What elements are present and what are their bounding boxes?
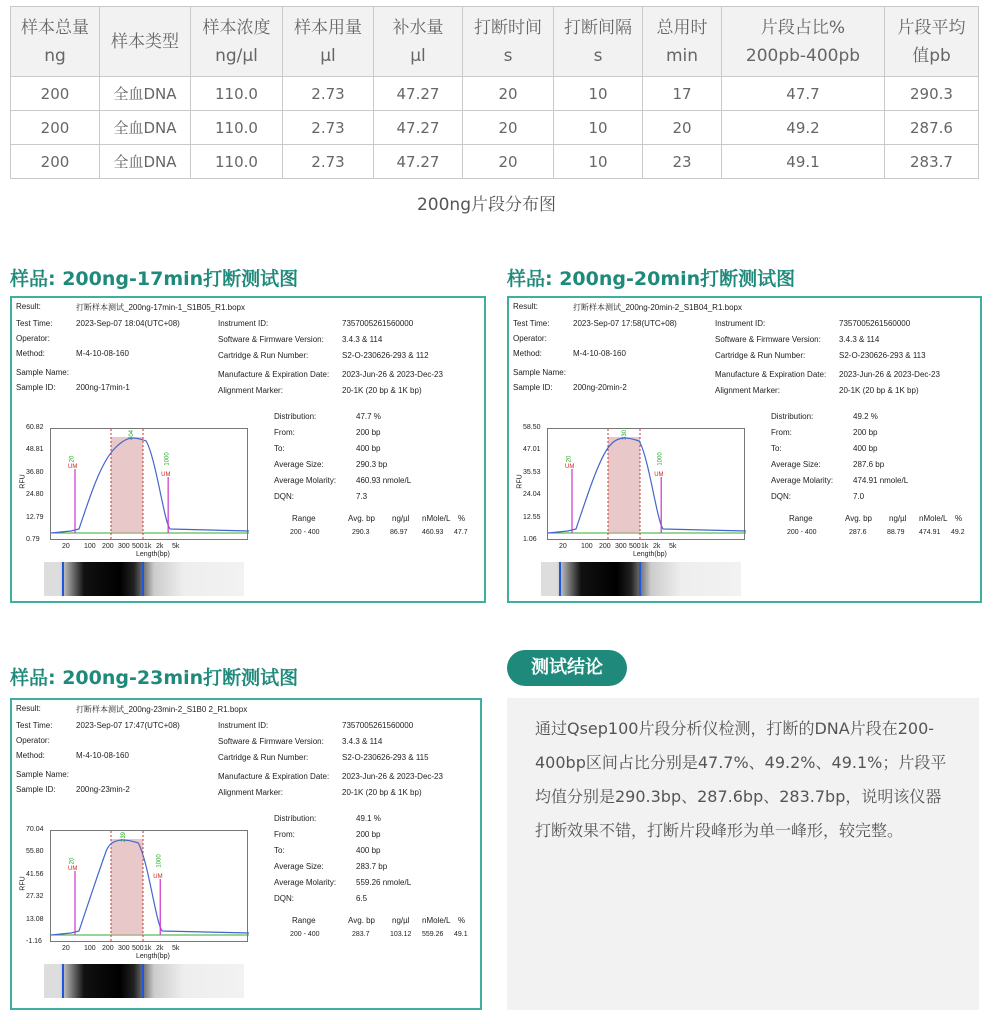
to-value: 400 bp <box>356 444 381 453</box>
sample-name-label: Sample Name: <box>513 368 566 377</box>
report-panel-23min <box>10 698 482 1010</box>
sample-id-value: 200ng-17min-1 <box>76 383 130 392</box>
y-tick-label: 36.80 <box>26 468 44 476</box>
size-trace <box>51 840 249 935</box>
table-cell: 110.0 <box>191 77 283 111</box>
result-value: 打断样本测试_200ng-20min-2_S1B04_R1.bopx <box>573 303 742 312</box>
instrument-id-value: 7357005261560000 <box>839 319 911 328</box>
table-header-cell <box>100 7 191 77</box>
x-axis-label: Length(bp) <box>633 551 667 558</box>
table-row <box>11 111 979 145</box>
table-cell: 290.3 <box>885 77 979 111</box>
method-value: M-4-10-08-160 <box>573 349 626 358</box>
from-label: From: <box>771 428 792 437</box>
table-header-cell <box>191 7 283 77</box>
manufacture-value: 2023-Jun-26 & 2023-Dec-23 <box>839 370 940 379</box>
nmole-value: 559.26 <box>422 931 444 938</box>
header-line: 打断间隔 <box>564 17 632 38</box>
y-axis-label: RFU <box>19 474 27 489</box>
table-cell: 2.73 <box>283 77 374 111</box>
x-tick-label: 300 <box>615 543 627 550</box>
header-line: 打断时间 <box>474 17 542 38</box>
ngul-header: ng/µl <box>392 514 410 523</box>
table-cell: 20 <box>463 145 554 179</box>
table-cell: 49.1 <box>722 145 885 179</box>
test-time-label: Test Time: <box>513 319 550 328</box>
x-tick-label: 300 <box>118 543 130 550</box>
lower-marker-value: 20 <box>69 857 76 865</box>
avg-size-value: 290.3 bp <box>356 460 388 469</box>
result-value: 打断样本测试_200ng-17min-1_S1B05_R1.bopx <box>76 303 245 312</box>
panel-title-23min: 样品: 200ng-23min打断测试图 <box>10 667 299 689</box>
avg-molarity-label: Average Molarity: <box>274 878 337 887</box>
test-time-value: 2023-Sep-07 17:58(UTC+08) <box>573 319 677 328</box>
x-tick-label: 1k <box>144 543 152 550</box>
gel-marker-band <box>142 562 144 596</box>
header-line: 片段占比% <box>760 17 846 38</box>
table-header-cell <box>374 7 463 77</box>
table-cell: 20 <box>643 111 722 145</box>
table-cell: 23 <box>643 145 722 179</box>
distribution-value: 49.2 % <box>853 412 878 421</box>
table-header-cell <box>643 7 722 77</box>
x-tick-label: 5k <box>669 543 677 550</box>
software-value: 3.4.3 & 114 <box>342 737 383 746</box>
range-shade <box>608 437 640 533</box>
range-header: Range <box>789 514 813 523</box>
header-line: 200pb-400pb <box>745 45 861 66</box>
y-tick-label: 58.50 <box>523 424 541 431</box>
test-time-value: 2023-Sep-07 17:47(UTC+08) <box>76 721 180 730</box>
avg-bp-value: 287.6 <box>849 529 867 536</box>
alignment-value: 20-1K (20 bp & 1K bp) <box>839 386 919 395</box>
x-tick-label: 500 <box>132 543 144 550</box>
avg-molarity-value: 460.93 nmole/L <box>356 476 412 485</box>
table-cell: 全血DNA <box>100 145 191 179</box>
nmole-value: 474.91 <box>919 529 941 536</box>
table-cell: 2.73 <box>283 145 374 179</box>
operator-label: Operator: <box>16 334 50 343</box>
electropherogram-svg <box>51 429 249 541</box>
manufacture-label: Manufacture & Expiration Date: <box>218 772 330 781</box>
cartridge-label: Cartridge & Run Number: <box>715 351 806 360</box>
avg-size-value: 287.6 bp <box>853 460 885 469</box>
distribution-value: 47.7 % <box>356 412 381 421</box>
avg-size-label: Average Size: <box>771 460 821 469</box>
avg-molarity-value: 559.26 nmole/L <box>356 878 412 887</box>
result-value: 打断样本测试_200ng-23min-2_S1B0 2_R1.bopx <box>76 705 248 714</box>
x-tick-label: 5k <box>172 945 180 952</box>
parameter-table <box>10 6 979 179</box>
ngul-value: 88.79 <box>887 529 905 536</box>
table-cell: 2.73 <box>283 111 374 145</box>
lower-marker-label: UM <box>68 464 78 470</box>
lower-marker-value: 20 <box>69 455 76 463</box>
sample-name-label: Sample Name: <box>16 368 69 377</box>
from-value: 200 bp <box>356 428 381 437</box>
sample-name-label: Sample Name: <box>16 770 69 779</box>
upper-marker-label: UM <box>153 874 163 880</box>
size-trace <box>51 438 249 533</box>
x-tick-label: 100 <box>84 543 96 550</box>
range-value: 200 - 400 <box>290 529 320 536</box>
y-tick-label: 12.55 <box>523 513 541 521</box>
cartridge-value: S2-O-230626-293 & 113 <box>839 351 926 360</box>
avg-molarity-value: 474.91 nmole/L <box>853 476 909 485</box>
gel-marker-band <box>559 562 561 596</box>
gel-marker-band <box>62 562 64 596</box>
size-trace <box>548 438 746 533</box>
cartridge-value: S2-O-230626-293 & 112 <box>342 351 429 360</box>
instrument-id-value: 7357005261560000 <box>342 319 414 328</box>
panel-title-20min: 样品: 200ng-20min打断测试图 <box>507 268 796 290</box>
range-header: Range <box>292 916 316 925</box>
table-cell: 10 <box>554 145 643 179</box>
table-cell: 200 <box>11 77 100 111</box>
table-cell: 47.27 <box>374 77 463 111</box>
y-tick-label: -1.16 <box>26 938 42 945</box>
table-cell: 全血DNA <box>100 111 191 145</box>
avg-molarity-label: Average Molarity: <box>274 476 337 485</box>
pct-header: % <box>955 514 963 523</box>
lower-marker-label: UM <box>68 866 78 872</box>
dqn-label: DQN: <box>771 492 791 501</box>
x-tick-label: 20 <box>62 543 70 550</box>
x-tick-label: 300 <box>118 945 130 952</box>
header-line: ng <box>44 45 66 66</box>
nmole-value: 460.93 <box>422 529 444 536</box>
range-shade <box>111 437 143 533</box>
software-label: Software & Firmware Version: <box>218 335 324 344</box>
test-time-value: 2023-Sep-07 18:04(UTC+08) <box>76 319 180 328</box>
table-header-cell <box>11 7 100 77</box>
cartridge-value: S2-O-230626-293 & 115 <box>342 753 429 762</box>
instrument-id-value: 7357005261560000 <box>342 721 414 730</box>
header-line: 值pb <box>912 45 951 66</box>
dqn-value: 7.0 <box>853 492 865 501</box>
ngul-header: ng/µl <box>889 514 907 523</box>
upper-marker-value: 1000 <box>657 452 664 466</box>
table-cell: 20 <box>463 77 554 111</box>
to-value: 400 bp <box>356 846 381 855</box>
dqn-label: DQN: <box>274 894 294 903</box>
upper-marker-value: 1000 <box>156 854 163 868</box>
peak-value: 239 <box>121 831 128 843</box>
y-tick-label: 24.80 <box>26 491 44 499</box>
table-cell: 17 <box>643 77 722 111</box>
method-label: Method: <box>513 349 542 358</box>
distribution-label: Distribution: <box>771 412 814 421</box>
header-line: 样本类型 <box>111 31 179 52</box>
sample-id-value: 200ng-23min-2 <box>76 785 130 794</box>
alignment-label: Alignment Marker: <box>218 788 283 797</box>
electropherogram-plot <box>547 428 745 540</box>
table-cell: 20 <box>463 111 554 145</box>
electropherogram-plot <box>50 830 248 942</box>
avg-bp-header: Avg. bp <box>348 916 375 925</box>
table-cell: 287.6 <box>885 111 979 145</box>
alignment-value: 20-1K (20 bp & 1K bp) <box>342 386 422 395</box>
y-axis-label: RFU <box>19 876 27 891</box>
header-line: 样本浓度 <box>202 17 271 38</box>
x-tick-label: 2k <box>156 543 164 550</box>
header-line: 补水量 <box>392 17 444 38</box>
software-value: 3.4.3 & 114 <box>839 335 880 344</box>
avg-bp-value: 290.3 <box>352 529 370 536</box>
gel-marker-band <box>142 964 144 998</box>
test-time-label: Test Time: <box>16 319 53 328</box>
method-value: M-4-10-08-160 <box>76 751 129 760</box>
pct-value: 49.1 <box>454 931 468 938</box>
header-line: µl <box>320 45 336 66</box>
x-tick-label: 100 <box>84 945 96 952</box>
x-tick-label: 2k <box>156 945 164 952</box>
peak-value: 404 <box>129 429 136 441</box>
table-cell: 10 <box>554 77 643 111</box>
dqn-label: DQN: <box>274 492 294 501</box>
report-panel-20min <box>507 296 982 603</box>
peak-value: 330 <box>622 429 629 441</box>
header-line: 样本用量 <box>294 17 362 38</box>
result-label: Result: <box>16 302 41 311</box>
cartridge-label: Cartridge & Run Number: <box>218 753 309 762</box>
software-label: Software & Firmware Version: <box>715 335 821 344</box>
header-line: 总用时 <box>656 17 708 38</box>
sample-id-label: Sample ID: <box>16 383 56 392</box>
pct-value: 49.2 <box>951 529 965 536</box>
figure-caption: 200ng片段分布图 <box>416 195 556 215</box>
pct-value: 47.7 <box>454 529 468 536</box>
table-header-cell <box>463 7 554 77</box>
y-tick-label: 0.79 <box>26 536 40 543</box>
table-cell: 200 <box>11 145 100 179</box>
ngul-header: ng/µl <box>392 916 410 925</box>
operator-label: Operator: <box>16 736 50 745</box>
to-label: To: <box>771 444 782 453</box>
header-line: min <box>665 45 699 66</box>
table-header-row <box>11 7 979 77</box>
table-cell: 全血DNA <box>100 77 191 111</box>
header-line: 样本总量 <box>21 17 89 38</box>
manufacture-value: 2023-Jun-26 & 2023-Dec-23 <box>342 772 443 781</box>
distribution-label: Distribution: <box>274 814 317 823</box>
manufacture-value: 2023-Jun-26 & 2023-Dec-23 <box>342 370 443 379</box>
conclusion-tag: 测试结论 <box>507 650 627 686</box>
y-tick-label: 12.79 <box>26 513 44 521</box>
to-label: To: <box>274 846 285 855</box>
table-cell: 47.27 <box>374 111 463 145</box>
sample-id-label: Sample ID: <box>16 785 56 794</box>
y-tick-label: 24.04 <box>523 491 541 499</box>
avg-molarity-label: Average Molarity: <box>771 476 834 485</box>
software-label: Software & Firmware Version: <box>218 737 324 746</box>
y-tick-label: 70.04 <box>26 826 44 833</box>
header-line: s <box>503 45 513 66</box>
table-cell: 110.0 <box>191 145 283 179</box>
alignment-value: 20-1K (20 bp & 1K bp) <box>342 788 422 797</box>
nmole-header: nMole/L <box>422 916 451 925</box>
x-tick-label: 500 <box>629 543 641 550</box>
result-label: Result: <box>513 302 538 311</box>
table-cell: 283.7 <box>885 145 979 179</box>
dqn-value: 7.3 <box>356 492 368 501</box>
table-cell: 200 <box>11 111 100 145</box>
distribution-label: Distribution: <box>274 412 317 421</box>
gel-image <box>44 562 244 596</box>
x-axis-label: Length(bp) <box>136 953 170 960</box>
header-line: µl <box>410 45 426 66</box>
y-tick-label: 60.82 <box>26 424 44 431</box>
x-tick-label: 200 <box>102 543 114 550</box>
table-header-cell <box>283 7 374 77</box>
x-tick-label: 1k <box>144 945 152 952</box>
avg-bp-header: Avg. bp <box>348 514 375 523</box>
from-label: From: <box>274 830 295 839</box>
instrument-id-label: Instrument ID: <box>715 319 766 328</box>
y-tick-label: 48.81 <box>26 446 44 454</box>
panel-title-17min: 样品: 200ng-17min打断测试图 <box>10 268 299 290</box>
report-panel-17min <box>10 296 486 603</box>
pct-header: % <box>458 916 466 925</box>
y-tick-label: 41.56 <box>26 870 44 878</box>
y-axis-label: RFU <box>516 474 524 489</box>
y-tick-label: 1.06 <box>523 536 537 543</box>
pct-header: % <box>458 514 466 523</box>
ngul-value: 103.12 <box>390 931 412 938</box>
method-value: M-4-10-08-160 <box>76 349 129 358</box>
distribution-value: 49.1 % <box>356 814 381 823</box>
x-tick-label: 100 <box>581 543 593 550</box>
instrument-id-label: Instrument ID: <box>218 319 269 328</box>
range-header: Range <box>292 514 316 523</box>
alignment-label: Alignment Marker: <box>715 386 780 395</box>
gel-marker-band <box>62 964 64 998</box>
x-tick-label: 1k <box>641 543 649 550</box>
table-header-cell <box>554 7 643 77</box>
range-shade <box>111 839 143 935</box>
alignment-label: Alignment Marker: <box>218 386 283 395</box>
manufacture-label: Manufacture & Expiration Date: <box>715 370 827 379</box>
x-tick-label: 200 <box>102 945 114 952</box>
avg-bp-header: Avg. bp <box>845 514 872 523</box>
x-axis-label: Length(bp) <box>136 551 170 558</box>
ngul-value: 86.97 <box>390 529 408 536</box>
x-tick-label: 5k <box>172 543 180 550</box>
y-tick-label: 55.80 <box>26 848 44 856</box>
table-cell: 47.7 <box>722 77 885 111</box>
electropherogram-svg <box>51 831 249 943</box>
gel-image <box>44 964 244 998</box>
range-value: 200 - 400 <box>787 529 817 536</box>
y-tick-label: 13.08 <box>26 915 44 923</box>
to-label: To: <box>274 444 285 453</box>
to-value: 400 bp <box>853 444 878 453</box>
header-line: s <box>593 45 603 66</box>
software-value: 3.4.3 & 114 <box>342 335 383 344</box>
dqn-value: 6.5 <box>356 894 368 903</box>
x-tick-label: 2k <box>653 543 661 550</box>
x-tick-label: 20 <box>559 543 567 550</box>
table-row <box>11 77 979 111</box>
lower-marker-label: UM <box>565 464 575 470</box>
y-tick-label: 27.32 <box>26 893 44 901</box>
sample-id-label: Sample ID: <box>513 383 553 392</box>
from-value: 200 bp <box>356 830 381 839</box>
table-header-cell <box>722 7 885 77</box>
x-tick-label: 20 <box>62 945 70 952</box>
result-label: Result: <box>16 704 41 713</box>
avg-bp-value: 283.7 <box>352 931 370 938</box>
header-line: 片段平均 <box>897 17 966 38</box>
nmole-header: nMole/L <box>422 514 451 523</box>
table-cell: 49.2 <box>722 111 885 145</box>
upper-marker-label: UM <box>654 472 664 478</box>
avg-size-value: 283.7 bp <box>356 862 388 871</box>
table-row <box>11 145 979 179</box>
avg-size-label: Average Size: <box>274 862 324 871</box>
instrument-id-label: Instrument ID: <box>218 721 269 730</box>
y-tick-label: 35.53 <box>523 468 541 476</box>
upper-marker-label: UM <box>161 472 171 478</box>
sample-id-value: 200ng-20min-2 <box>573 383 627 392</box>
gel-marker-band <box>639 562 641 596</box>
electropherogram-svg <box>548 429 746 541</box>
cartridge-label: Cartridge & Run Number: <box>218 351 309 360</box>
table-cell: 10 <box>554 111 643 145</box>
table-cell: 47.27 <box>374 145 463 179</box>
range-value: 200 - 400 <box>290 931 320 938</box>
x-tick-label: 500 <box>132 945 144 952</box>
avg-size-label: Average Size: <box>274 460 324 469</box>
upper-marker-value: 1000 <box>164 452 171 466</box>
table-cell: 110.0 <box>191 111 283 145</box>
method-label: Method: <box>16 349 45 358</box>
nmole-header: nMole/L <box>919 514 948 523</box>
header-line: ng/µl <box>215 45 258 66</box>
y-tick-label: 47.01 <box>523 446 541 454</box>
manufacture-label: Manufacture & Expiration Date: <box>218 370 330 379</box>
from-label: From: <box>274 428 295 437</box>
table-header-cell <box>885 7 979 77</box>
electropherogram-plot <box>50 428 248 540</box>
operator-label: Operator: <box>513 334 547 343</box>
lower-marker-value: 20 <box>566 455 573 463</box>
from-value: 200 bp <box>853 428 878 437</box>
test-time-label: Test Time: <box>16 721 53 730</box>
conclusion-text: 通过Qsep100片段分析仪检测，打断的DNA片段在200-400bp区间占比分别是47.7%、49.2%、49.1%；片段平均值分别是290.3bp、287.6bp、283.7bp，说明该仪器打断效果不错，打断片段峰形为单一峰形，较完整。 <box>507 698 979 1010</box>
method-label: Method: <box>16 751 45 760</box>
x-tick-label: 200 <box>599 543 611 550</box>
gel-image <box>541 562 741 596</box>
